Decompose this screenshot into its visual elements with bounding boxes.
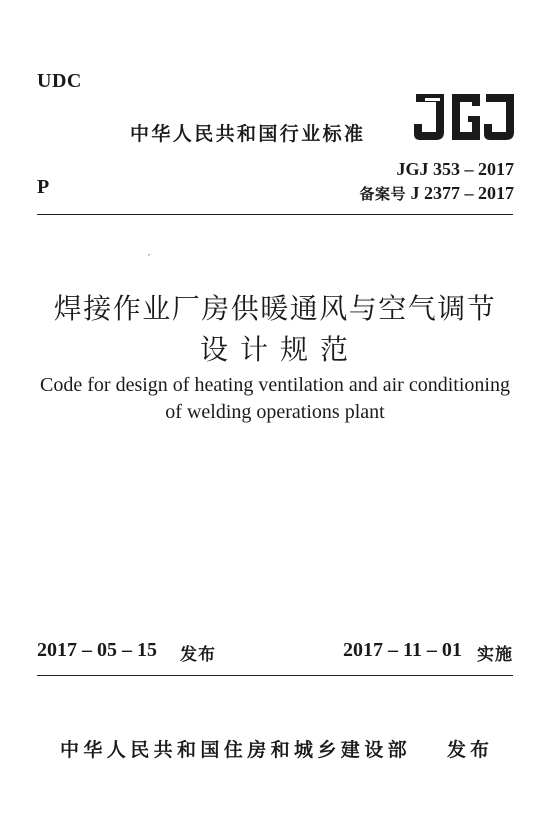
record-number: J 2377 – 2017 [410,183,514,203]
title-cn-line1: 焊接作业厂房供暖通风与空气调节 [53,292,497,325]
jgj-logo [412,92,516,142]
standard-type: 中华人民共和国行业标准 [130,123,366,145]
stray-mark: ′ [148,253,151,264]
title-en-line1: Code for design of heating ventilation and air conditioning [40,374,510,396]
record-label: 备案号 [359,185,406,203]
title-cn-line2: 设计规范 [199,333,360,366]
footer-divider [37,675,513,676]
udc-label: UDC [37,70,82,92]
implementation-label: 实施 [477,645,513,665]
category-label: P [37,176,50,198]
standard-codes [359,157,514,206]
header-divider [37,214,513,215]
implementation-date: 2017 – 11 – 01 [343,639,462,661]
issue-label: 发布 [180,645,216,665]
record-line [359,181,514,206]
title-en-line2: of welding operations plant [165,401,385,423]
standard-number: JGJ 353 – 2017 [396,159,514,179]
publish-label: 发布 [447,739,494,761]
publisher: 中华人民共和国住房和城乡建设部 [60,739,412,761]
issue-date: 2017 – 05 – 15 [37,639,157,661]
